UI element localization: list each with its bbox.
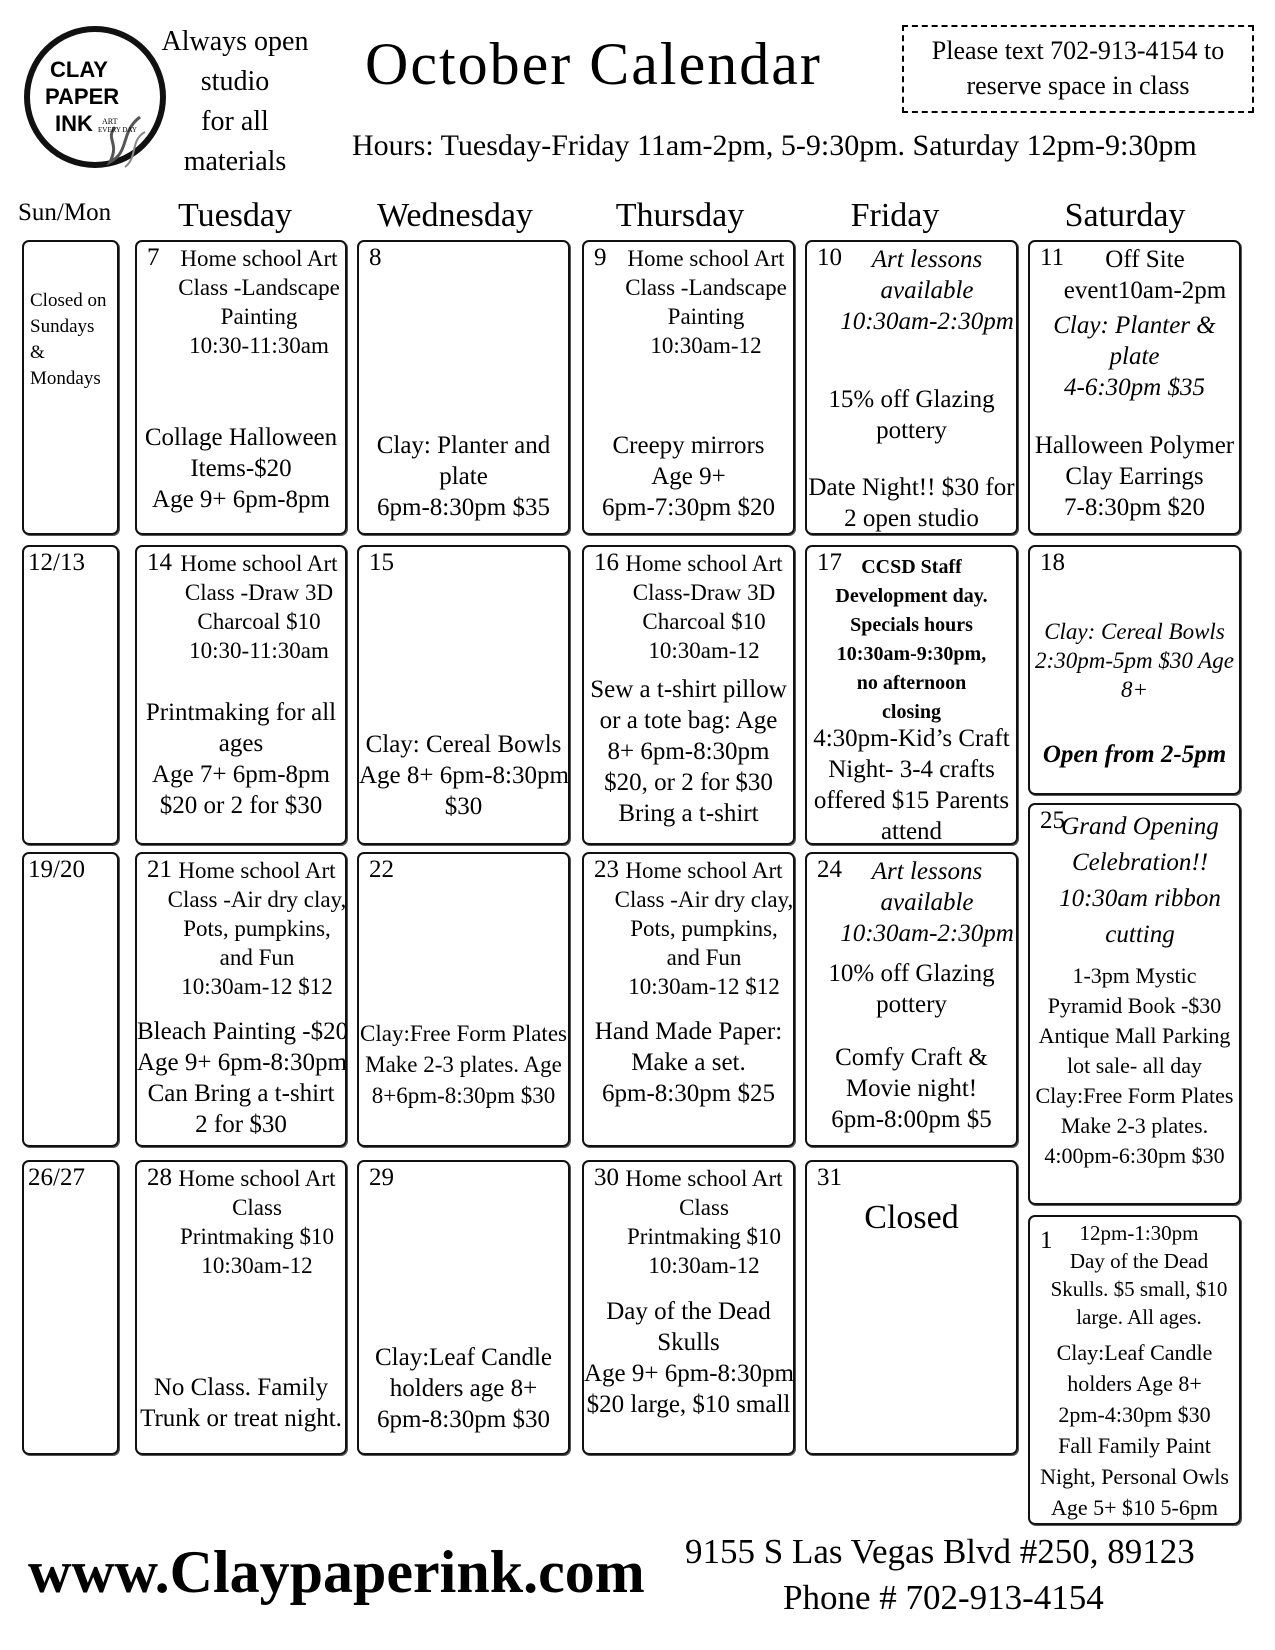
cell-oct-25 [1028,803,1241,1205]
event-cereal-bowls: Clay: Cereal Bowls 2:30pm-5pm $30 Age 8+ [1035,619,1234,702]
date-number: 12/13 [28,549,85,576]
event-leaf-candle: Clay:Leaf Candle holders age 8+ 6pm-8:30pm $30 [374,1344,552,1433]
date-number: 22 [369,856,394,883]
heading-tuesday: Tuesday [178,197,292,234]
event-collage: Collage Halloween Items-$20 Age 9+ 6pm-8pm [144,424,338,513]
cell-sunmon-week1 [22,240,119,535]
event-clay-planter: Clay: Planter and plate 6pm-8:30pm $35 [376,432,551,521]
cell-oct-22 [357,852,570,1147]
event-grand-opening: Grand Opening Celebration!! 10:30am ribbon cutting [1059,813,1221,948]
event-bleach-painting: Bleach Painting -$20 Age 9+ 6pm-8:30pm Can Bring a t-shirt 2 for $30 [137,1018,349,1138]
cell-oct-17 [805,545,1018,845]
event-saturday-list: 1-3pm Mystic Pyramid Book -$30 Antique Mall Parking lot sale- all day Clay:Free Form Plates Make 2-3 plates. 4:00pm-6:30pm $30 [1035,963,1234,1168]
date-number: 14 [147,549,172,576]
date-number: 15 [369,549,394,576]
cell-oct-12-13 [22,545,119,845]
event-glazing-discount: 15% off Glazing pottery [828,386,995,444]
svg-text:ART: ART [102,117,118,126]
date-number: 1 [1040,1227,1053,1254]
date-number: 24 [817,856,842,883]
cell-oct-30 [582,1160,795,1455]
date-number: 26/27 [28,1164,85,1191]
heading-friday: Friday [850,197,940,234]
event-hand-made-paper: Hand Made Paper: Make a set. 6pm-8:30pm $25 [594,1018,783,1107]
svg-text:EVERY DAY: EVERY DAY [98,126,137,134]
cell-oct-21 [135,852,347,1147]
svg-text:INK: INK [55,111,93,136]
date-number: 16 [594,549,619,576]
cell-oct-14 [135,545,347,845]
cell-oct-26-27 [22,1160,119,1455]
event-day-of-dead: Day of the Dead Skulls Age 9+ 6pm-8:30pm $20 large, $10 small [584,1298,794,1418]
event-ccsd-staff-day: CCSD Staff Development day. Specials hours 10:30am-9:30pm, no afternoon closing [835,556,988,723]
event-homeschool: Home school Art Class -Air dry clay, Pots, pumpkins, and Fun 10:30am-12 $12 [167,858,347,999]
cell-oct-15 [357,545,570,845]
cell-oct-8 [357,240,570,535]
heading-wednesday: Wednesday [377,197,533,234]
date-number: 23 [594,856,619,883]
date-number: 19/20 [28,856,85,883]
cell-oct-16 [582,545,795,845]
date-number: 31 [817,1164,842,1191]
date-number: 7 [147,244,160,271]
event-homeschool: Home school Art Class Printmaking $10 10:30am-12 [178,1166,336,1278]
event-kids-craft-night: 4:30pm-Kid’s Craft Night- 3-4 crafts offered $15 Parents attend [813,725,1010,845]
cell-oct-9 [582,240,795,535]
heading-thursday: Thursday [615,197,745,234]
event-glazing-discount: 10% off Glazing pottery [828,960,995,1018]
event-homeschool: Home school Art Class Printmaking $10 10:30am-12 [625,1166,783,1278]
cell-oct-18 [1028,545,1241,795]
website-link[interactable]: www.Claypaperink.com [28,1539,645,1605]
event-homeschool: Home school Art Class -Air dry clay, Pots, pumpkins, and Fun 10:30am-12 $12 [614,858,794,999]
event-art-lessons: Art lessons available 10:30am-2:30pm [840,246,1014,335]
closed-label: Closed [864,1199,959,1236]
date-number: 29 [369,1164,394,1191]
event-printmaking: Printmaking for all ages Age 7+ 6pm-8pm $20 or 2 for $30 [145,699,337,819]
event-art-lessons: Art lessons available 10:30am-2:30pm [840,858,1014,947]
date-number: 8 [369,244,382,271]
date-number: 30 [594,1164,619,1191]
svg-text:CLAY: CLAY [50,57,108,82]
event-polymer-earrings: Halloween Polymer Clay Earrings 7-8:30pm $20 [1034,432,1235,521]
date-number: 17 [817,549,842,576]
event-day-of-dead: 12pm-1:30pm Day of the Dead Skulls. $5 small, $10 large. All ages. [1050,1221,1228,1329]
cell-oct-24 [805,852,1018,1147]
event-date-night: Date Night!! $30 for 2 open studio [808,474,1015,532]
event-free-form-plates: Clay:Free Form Plates Make 2-3 plates. Age 8+6pm-8:30pm $30 [360,1021,567,1108]
page-title: October Calendar [365,31,822,97]
cell-oct-19-20 [22,852,119,1147]
reserve-notice: Please text 702-913-4154 to reserve space in class [902,25,1254,113]
date-number: 11 [1040,244,1065,271]
event-tshirt-pillow: Sew a t-shirt pillow or a tote bag: Age 8+ 6pm-8:30pm $20, or 2 for $30 Bring a t-shirt [590,676,787,827]
cell-oct-28 [135,1160,347,1455]
phone-number: Phone # 702-913-4154 [783,1578,1104,1617]
date-number: 25 [1040,807,1065,834]
clay-paper-ink-logo [20,22,170,172]
event-homeschool: Home school Art Class -Draw 3D Charcoal $10 10:30-11:30am [180,551,338,663]
date-number: 18 [1040,549,1065,576]
open-hours-note: Open from 2-5pm [1042,741,1227,768]
cell-oct-11 [1028,240,1241,535]
event-offsite: Off Site event10am-2pm [1063,246,1227,304]
event-homeschool: Home school Art Class-Draw 3D Charcoal $10 10:30am-12 [625,551,783,663]
event-trunk-or-treat: No Class. Family Trunk or treat night. [140,1374,342,1432]
cell-nov-1 [1028,1215,1241,1525]
event-cereal-bowls: Clay: Cereal Bowls Age 8+ 6pm-8:30pm $30 [359,731,569,820]
address: 9155 S Las Vegas Blvd #250, 89123 [685,1532,1195,1571]
cell-oct-23 [582,852,795,1147]
event-clay-planter: Clay: Planter & plate 4-6:30pm $35 [1053,312,1216,401]
cell-oct-29 [357,1160,570,1455]
event-homeschool: Home school Art Class -Landscape Painting 10:30am-12 [625,246,787,358]
cell-oct-31 [805,1160,1018,1455]
cell-oct-10 [805,240,1018,535]
event-saturday-list: Clay:Leaf Candle holders Age 8+ 2pm-4:30pm $30 Fall Family Paint Night, Personal Owls Age 5+ $10 5-6pm [1040,1340,1229,1520]
heading-saturday: Saturday [1064,197,1186,234]
date-number: 21 [147,856,172,883]
date-number: 10 [817,244,842,271]
event-homeschool: Home school Art Class -Landscape Painting 10:30-11:30am [178,246,340,358]
svg-text:PAPER: PAPER [45,84,120,109]
cell-oct-7 [135,240,347,535]
date-number: 9 [594,244,607,271]
event-creepy-mirrors: Creepy mirrors Age 9+ 6pm-7:30pm $20 [602,432,775,521]
date-number: 28 [147,1164,172,1191]
hours-line: Hours: Tuesday-Friday 11am-2pm, 5-9:30pm. Saturday 12pm-9:30pm [352,129,1197,162]
always-open-note: Always open studio for all materials [161,26,309,177]
closed-note: Closed on Sundays & Mondays [30,290,107,389]
event-comfy-craft: Comfy Craft & Movie night! 6pm-8:00pm $5 [831,1044,992,1133]
heading-sunmon: Sun/Mon [18,199,112,226]
